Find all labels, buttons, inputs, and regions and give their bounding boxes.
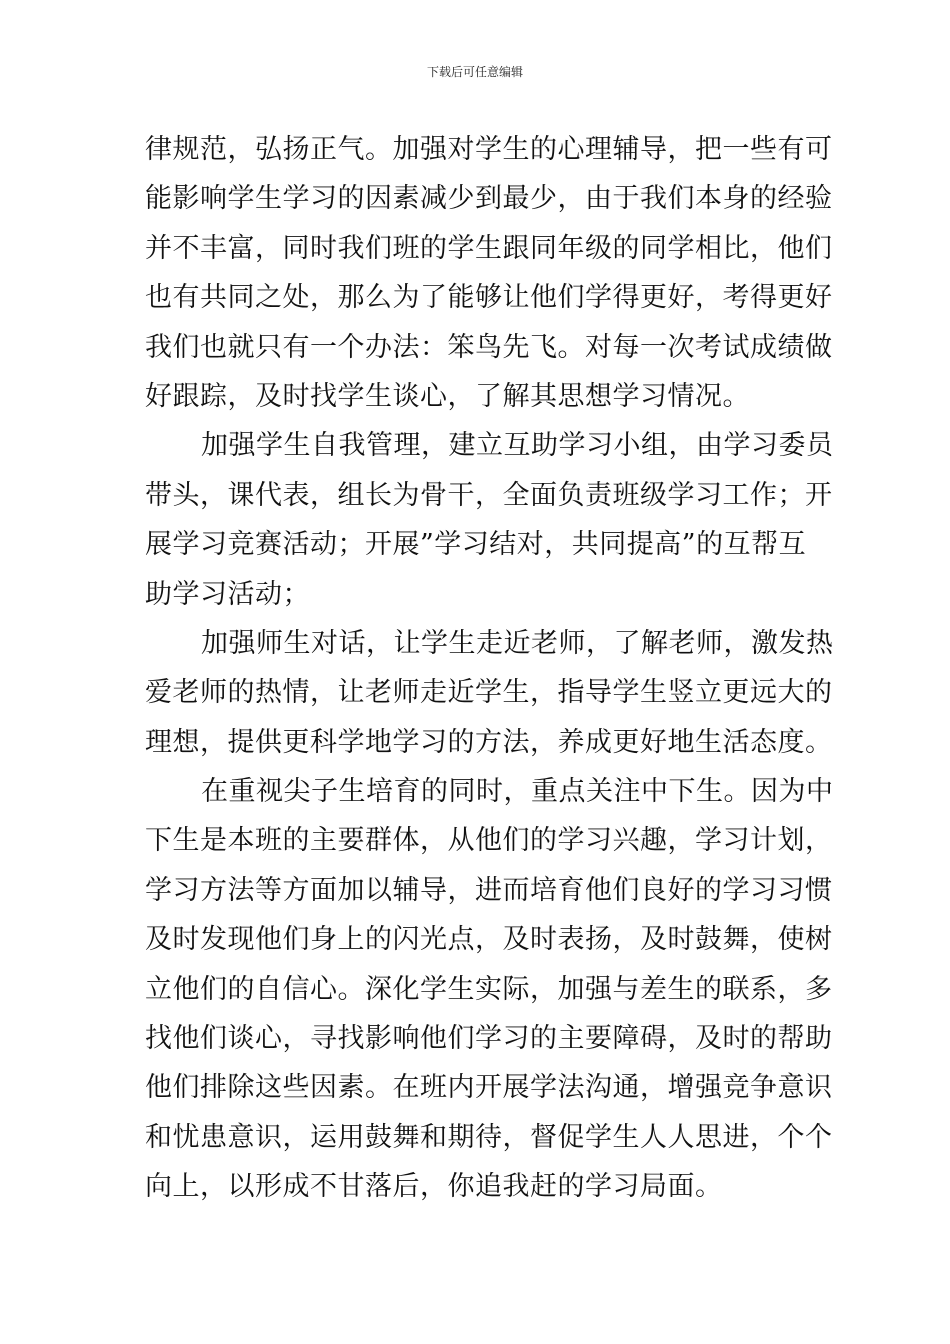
text-line: 也有共同之处，那么为了能够让他们学得更好，考得更好 bbox=[145, 282, 833, 314]
text-line: 找他们谈心，寻找影响他们学习的主要障碍，及时的帮助 bbox=[145, 1023, 833, 1055]
text-line: 带头，课代表，组长为骨干，全面负责班级学习工作；开 bbox=[145, 479, 833, 511]
text-line: 及时发现他们身上的闪光点，及时表扬，及时鼓舞，使树 bbox=[145, 924, 833, 956]
text-line: 并不丰富，同时我们班的学生跟同年级的同学相比，他们 bbox=[145, 232, 833, 264]
text-line: 学习方法等方面加以辅导，进而培育他们良好的学习习惯 bbox=[145, 874, 833, 906]
text-line: 助学习活动； bbox=[145, 578, 310, 610]
text-line: 和忧患意识，运用鼓舞和期待，督促学生人人思进，个个 bbox=[145, 1121, 833, 1153]
page-header-note: 下载后可任意编辑 bbox=[426, 65, 523, 79]
text-line: 立他们的自信心。深化学生实际，加强与差生的联系，多 bbox=[145, 973, 833, 1005]
text-line: 理想，提供更科学地学习的方法，养成更好地生活态度。 bbox=[145, 726, 833, 758]
text-line: 下生是本班的主要群体，从他们的学习兴趣，学习计划， bbox=[145, 825, 833, 857]
text-line: 我们也就只有一个办法：笨鸟先飞。对每一次考试成绩做 bbox=[145, 331, 833, 363]
paragraph-first-line: 加强学生自我管理，建立互助学习小组，由学习委员 bbox=[201, 430, 834, 462]
text-line: 爱老师的热情，让老师走近学生，指导学生竖立更远大的 bbox=[145, 677, 833, 709]
text-line: 向上，以形成不甘落后，你追我赶的学习局面。 bbox=[145, 1171, 723, 1203]
text-line: 律规范，弘扬正气。加强对学生的心理辅导，把一些有可 bbox=[145, 134, 833, 165]
text-line: 他们排除这些因素。在班内开展学法沟通，增强竞争意识 bbox=[145, 1072, 833, 1104]
paragraph-first-line: 在重视尖子生培育的同时，重点关注中下生。因为中 bbox=[201, 776, 834, 808]
document-body bbox=[145, 125, 834, 1212]
text-line: 能影响学生学习的因素减少到最少，由于我们本身的经验 bbox=[145, 183, 833, 215]
text-line: 好跟踪，及时找学生谈心，了解其思想学习情况。 bbox=[145, 380, 750, 412]
text-line: 展学习竞赛活动；开展”学习结对，共同提高”的互帮互 bbox=[145, 529, 807, 561]
paragraph-first-line: 加强师生对话，让学生走近老师，了解老师，激发热 bbox=[201, 627, 834, 659]
